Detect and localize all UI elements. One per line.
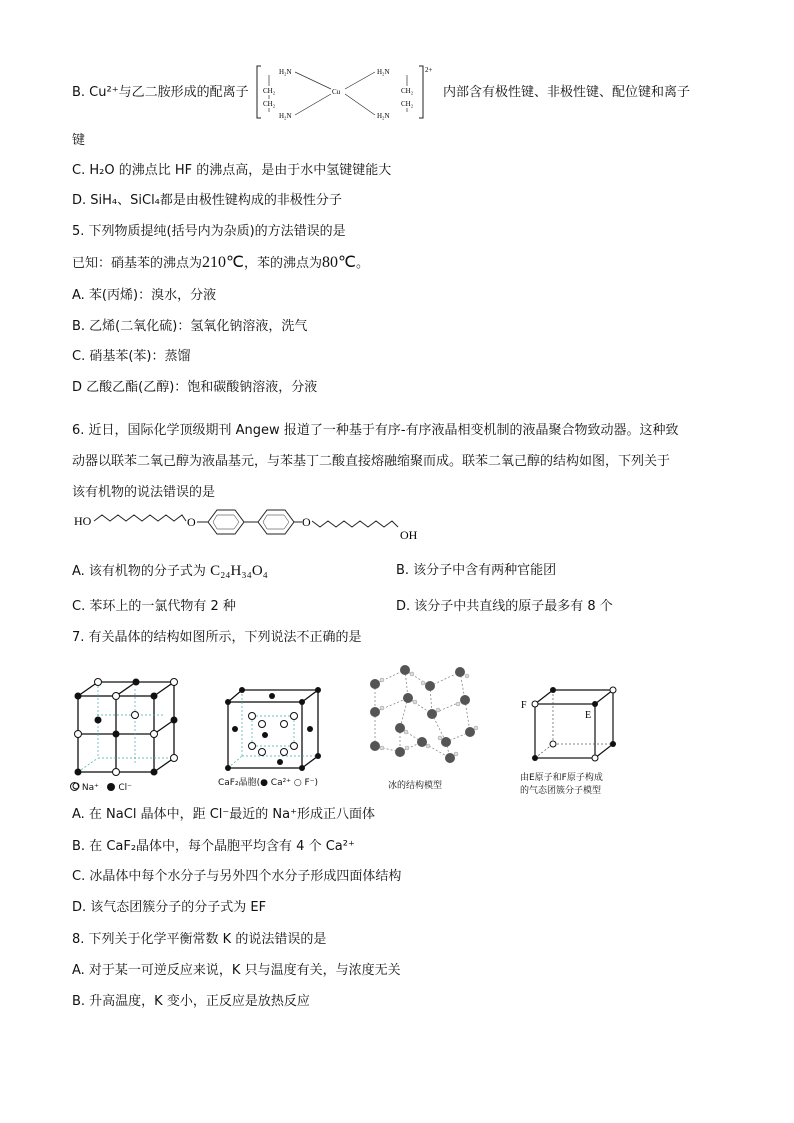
svg-text:H₂N: H₂N — [377, 112, 390, 120]
q6-stem-line-1: 6. 近日，国际化学顶级期刊 Angew 报道了一种基于有序-有序液晶相变机制的液晶聚合物致动器。这种致 — [72, 423, 679, 438]
q5-option-b: B. 乙烯(二氧化硫)：氢氧化钠溶液，洗气 — [72, 319, 308, 334]
svg-text:CH₂: CH₂ — [401, 100, 414, 108]
ice-structure-figure — [360, 658, 485, 780]
q5-option-a: A. 苯(丙烯)：溴水，分液 — [72, 288, 217, 303]
q5-stem: 5. 下列物质提纯(括号内为杂质)的方法错误的是 — [72, 224, 346, 239]
svg-text:H₂N: H₂N — [377, 68, 390, 76]
q5-option-c: C. 硝基苯(苯)：蒸馏 — [72, 349, 191, 364]
q8-stem: 8. 下列关于化学平衡常数 K 的说法错误的是 — [72, 932, 327, 947]
nacl-legend-na: Na⁺ — [81, 783, 99, 793]
q5-known-end: 。 — [355, 256, 369, 271]
q7-option-c: C. 冰晶体中每个水分子与另外四个水分子形成四面体结构 — [72, 869, 402, 884]
svg-text:E: E — [585, 710, 592, 721]
svg-text:OH: OH — [400, 528, 418, 542]
caf2-caption: CaF₂晶胞(● Ca²⁺ ○ F⁻) — [218, 778, 318, 788]
nacl-legend — [70, 782, 132, 794]
svg-text:O: O — [302, 515, 311, 529]
svg-text:CH₂: CH₂ — [263, 100, 276, 108]
q5-known-mid: ，苯的沸点为 — [243, 256, 322, 271]
q6-option-b: B. 该分子中含有两种官能团 — [396, 563, 557, 578]
q5-option-d: D 乙酸乙酯(乙醇)：饱和碳酸钠溶液，分液 — [72, 380, 318, 395]
q5-nitrobenzene-bp: 210℃ — [202, 254, 244, 271]
nacl-legend-cl: Cl⁻ — [118, 783, 132, 793]
svg-text:CH₂: CH₂ — [263, 87, 276, 95]
q7-stem: 7. 有关晶体的结构如图所示，下列说法不正确的是 — [72, 630, 362, 645]
q6-stem-line-2: 动器以联苯二氧己醇为液晶基元，与苯基丁二酸直接熔融缩聚而成。联苯二氧己醇的结构如图，下列关于 — [72, 454, 671, 469]
q8-option-a: A. 对于某一可逆反应来说，K 只与温度有关，与浓度无关 — [72, 963, 401, 978]
ice-caption: 冰的结构模型 — [388, 781, 443, 791]
q7-option-b: B. 在 CaF₂晶体中，每个晶胞平均含有 4 个 Ca²⁺ — [72, 839, 355, 854]
q4-option-b-prefix: B. Cu²⁺与乙二胺形成的配离子 — [72, 85, 249, 100]
svg-text:Cu: Cu — [332, 88, 341, 96]
q5-benzene-bp: 80℃ — [322, 254, 356, 271]
q7-option-a: A. 在 NaCl 晶体中，距 Cl⁻最近的 Na⁺形成正八面体 — [72, 807, 375, 822]
q6-option-a — [72, 562, 268, 581]
svg-text:H₂N: H₂N — [279, 112, 292, 120]
q7-option-d: D. 该气态团簇分子的分子式为 EF — [72, 900, 267, 915]
q4-option-c: C. H₂O 的沸点比 HF 的沸点高，是由于水中氢键键能大 — [72, 163, 392, 178]
ef-cluster-figure — [517, 686, 625, 766]
cl-ion-icon — [107, 783, 115, 791]
svg-text:HO: HO — [74, 514, 92, 528]
q5-known-line — [72, 254, 369, 273]
q6-option-a-prefix: A. 该有机物的分子式为 — [72, 564, 211, 579]
q6-option-c: C. 苯环上的一氯代物有 2 种 — [72, 599, 236, 614]
q4-option-b-continuation: 键 — [72, 133, 86, 148]
svg-text:2+: 2+ — [425, 66, 433, 74]
svg-text:F: F — [521, 700, 527, 711]
q8-option-b: B. 升高温度，K 变小，正反应是放热反应 — [72, 994, 310, 1009]
q6-stem-line-3: 该有机物的说法错误的是 — [72, 485, 216, 500]
q6-option-d: D. 该分子中共直线的原子最多有 8 个 — [396, 599, 613, 614]
q4-option-d: D. SiH₄、SiCl₄都是由极性键构成的非极性分子 — [72, 193, 342, 208]
caf2-unit-cell-figure — [222, 686, 324, 774]
nacl-crystal-figure — [70, 676, 185, 798]
ef-caption-line-2: 的气态团簇分子模型 — [520, 786, 602, 796]
svg-text:O: O — [187, 515, 196, 529]
svg-text:H₂N: H₂N — [279, 68, 292, 76]
q6-molecular-formula: C₂₄H₃₄O₄ — [210, 563, 268, 579]
q5-known-prefix: 已知：硝基苯的沸点为 — [72, 256, 203, 271]
q4-option-b-suffix: 内部含有极性键、非极性键、配位键和离子 — [443, 85, 691, 100]
ethylenediamine-copper-complex-figure — [255, 62, 440, 122]
svg-text:CH₂: CH₂ — [401, 87, 414, 95]
na-ion-icon — [70, 782, 79, 791]
ef-caption-line-1: 由E原子和F原子构成 — [520, 773, 603, 783]
biphenyl-dioxyhexanol-structure — [72, 505, 432, 547]
